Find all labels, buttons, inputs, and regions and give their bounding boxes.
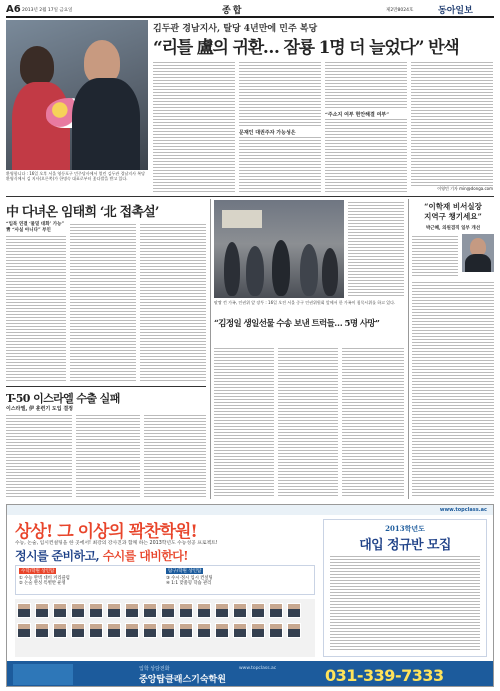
teacher-photo (35, 603, 49, 618)
story2-text-col-3 (140, 222, 206, 382)
ad-badge-b: 탐구/학원 상인탑 (168, 569, 202, 574)
story5-text-top (412, 234, 458, 278)
ad-bullets-left (19, 576, 159, 586)
lead-headline: “리틀 盧의 귀환… 잠룡 1명 더 늘었다” 반색 (153, 38, 459, 58)
lead-text-col-2 (239, 60, 321, 192)
teacher-photo (179, 623, 193, 638)
story2-headline: 中 다녀온 임태희 ‘北 접촉설’ (6, 205, 159, 220)
story4-photo (214, 200, 344, 298)
teacher-photo (233, 623, 247, 638)
teacher-photo (35, 623, 49, 638)
teacher-photo (269, 623, 283, 638)
lead-subhead-2: “주소지 여부 현안해결 여부” (325, 110, 407, 119)
story2-subheads (6, 222, 66, 234)
story5-portrait (462, 234, 494, 272)
lead-subhead-1: 문재인 대권주자 가능성은 (239, 128, 321, 137)
story4-text-col-3 (342, 346, 404, 498)
woman-head (20, 46, 54, 86)
man-figure (72, 78, 140, 170)
ad-bullet: ① 수능 완벽 대비 커리큘럼 (19, 576, 70, 581)
section-rule-2 (6, 386, 206, 387)
protester-4 (300, 244, 318, 296)
ad-recruit-title: 대입 정규반 모집 (359, 538, 451, 553)
story4-text-col-2 (278, 346, 338, 498)
teacher-photo (17, 623, 31, 638)
ad-recruit-box (323, 519, 487, 657)
teacher-photo (125, 603, 139, 618)
teacher-photo (17, 603, 31, 618)
ad-slogan-part-2: 수시를 대비한다! (102, 549, 188, 563)
ad-footer-bar (7, 661, 493, 687)
lead-photo-caption: 환영합니다 : 16일 오후 서울 영등포구 민주당사에서 열린 김두관 경남지사 복당 환영식에서 김 지사(오른쪽)가 한명숙 대표로부터 꽃다발을 받고 있다. (6, 171, 145, 181)
ad-recruit-details (330, 554, 480, 650)
newspaper-brand: 동아일보 (438, 6, 473, 16)
teacher-photo (107, 603, 121, 618)
teacher-photo (287, 603, 301, 618)
academy-ad (6, 504, 494, 687)
ad-feature-panel (15, 565, 315, 595)
story2-sub-2: 靑 “사실 아니다” 부인 (6, 228, 51, 233)
teacher-photo (287, 623, 301, 638)
story5-headline-line-2: 지역구 챙기세요” (424, 212, 482, 221)
teacher-photo (269, 603, 283, 618)
teacher-photo (71, 603, 85, 618)
page-number: A6 (6, 4, 21, 15)
story2-text-col-1 (6, 222, 66, 382)
story4-side-text (348, 200, 404, 298)
teacher-photo (53, 603, 67, 618)
masthead-rule (6, 16, 494, 18)
ad-phone-label: 입학 상담전화 (139, 666, 170, 672)
issue-date: 2013년 2월 17일 금요일 (22, 8, 73, 13)
teacher-photo (215, 623, 229, 638)
ad-bullet: ② 논술 완성 특별반 운영 (19, 581, 66, 586)
teacher-photo (143, 623, 157, 638)
ad-academy-url: www.topclass.ac (239, 666, 277, 671)
teacher-photo (125, 623, 139, 638)
teacher-photo (71, 623, 85, 638)
teacher-photo (107, 623, 121, 638)
story3-text-col-3 (144, 413, 206, 499)
ad-academy-name: 중앙탑클래스기숙학원 (139, 675, 226, 685)
teacher-photo (215, 603, 229, 618)
lead-text-col-4 (411, 60, 493, 192)
story5-headline-line-1: “이학재 비서실장 (424, 202, 482, 211)
teacher-photo (251, 623, 265, 638)
story5-text-body (412, 280, 494, 498)
ad-bullets-right (166, 576, 306, 586)
ad-bullet: ④ 1:1 맞춤형 학습 관리 (166, 581, 212, 586)
ad-subline: 수능, 논술, 입시컨설팅을 한 곳에서! 최강의 강사진과 함께 하는 2013학년도 수능성공 프로젝트! (15, 541, 218, 546)
story4-text-col-1 (214, 346, 274, 498)
ad-top-url: www.topclass.ac (439, 507, 487, 513)
teacher-photo (89, 623, 103, 638)
ad-tagline: 상상! 그 이상의 꽉찬학원! (15, 522, 197, 542)
story4-headline: “김정일 생일선물 수송 보낸 트럭들… 5명 사망” (214, 319, 380, 329)
lead-photo (6, 20, 148, 170)
ad-bullet: ③ 수시·정시 입시 컨설팅 (166, 576, 213, 581)
teacher-photo (53, 623, 67, 638)
story5-sub: 박근혜, 의원겸직 일부 개선 (425, 226, 481, 231)
protester-5 (322, 248, 338, 296)
story3-text-col-2 (76, 413, 140, 499)
teacher-photo (233, 603, 247, 618)
lead-kicker: 김두관 경남지사, 탈당 4년만에 민주 복당 (153, 24, 318, 34)
issue-mark: 제2만8024호 (386, 8, 414, 13)
story4-photo-caption: 팔짱 낀 가족, 인권위 앞 장투 : 16일 오전 서울 중구 인권위원회 앞에서 한 가족이 침묵시위를 하고 있다. (214, 300, 396, 305)
ad-teacher-grid (15, 599, 315, 657)
ad-slogan-part-1: 정시를 준비하고, (15, 549, 103, 563)
story3-headline: T-50 이스라엘 수출 실패 (6, 392, 120, 405)
ad-top-strip (7, 505, 493, 515)
teacher-photo (251, 603, 265, 618)
protester-1 (224, 242, 240, 296)
portrait-suit (465, 254, 491, 272)
lead-text-col-1 (153, 60, 235, 192)
story2-text-col-2 (70, 222, 136, 382)
lead-text-col-3 (325, 60, 407, 192)
ad-recruit-year: 2013학년도 (385, 524, 425, 533)
column-divider-2 (408, 199, 409, 499)
story3-text-col-1 (6, 413, 72, 499)
protester-3 (272, 240, 290, 296)
teacher-photo (197, 603, 211, 618)
ad-building-photo (13, 664, 73, 685)
protester-2 (246, 246, 264, 296)
column-divider-1 (210, 199, 211, 499)
section-rule-1 (6, 196, 494, 197)
teacher-photo (179, 603, 193, 618)
story3-sub: 이스라엘, 伊 훈련기 도입 결정 (6, 406, 73, 412)
ad-badge-a: 수학/학원 상인탑 (21, 569, 55, 574)
ad-slogan (15, 547, 315, 564)
lead-byline: 이영민 기자 min@donga.com (411, 186, 493, 192)
story2-sub-1: “입북 연결 ‘물밑 대화’ 가능” (6, 222, 65, 227)
teacher-photo (89, 603, 103, 618)
story5-headline (412, 202, 494, 222)
teacher-photo (161, 623, 175, 638)
ad-phone-number: 031-339-7333 (325, 666, 444, 685)
section-label: 종합 (222, 6, 244, 16)
teacher-photo (161, 603, 175, 618)
teacher-photo (143, 603, 157, 618)
banner-sign (222, 210, 262, 228)
teacher-photo (197, 623, 211, 638)
